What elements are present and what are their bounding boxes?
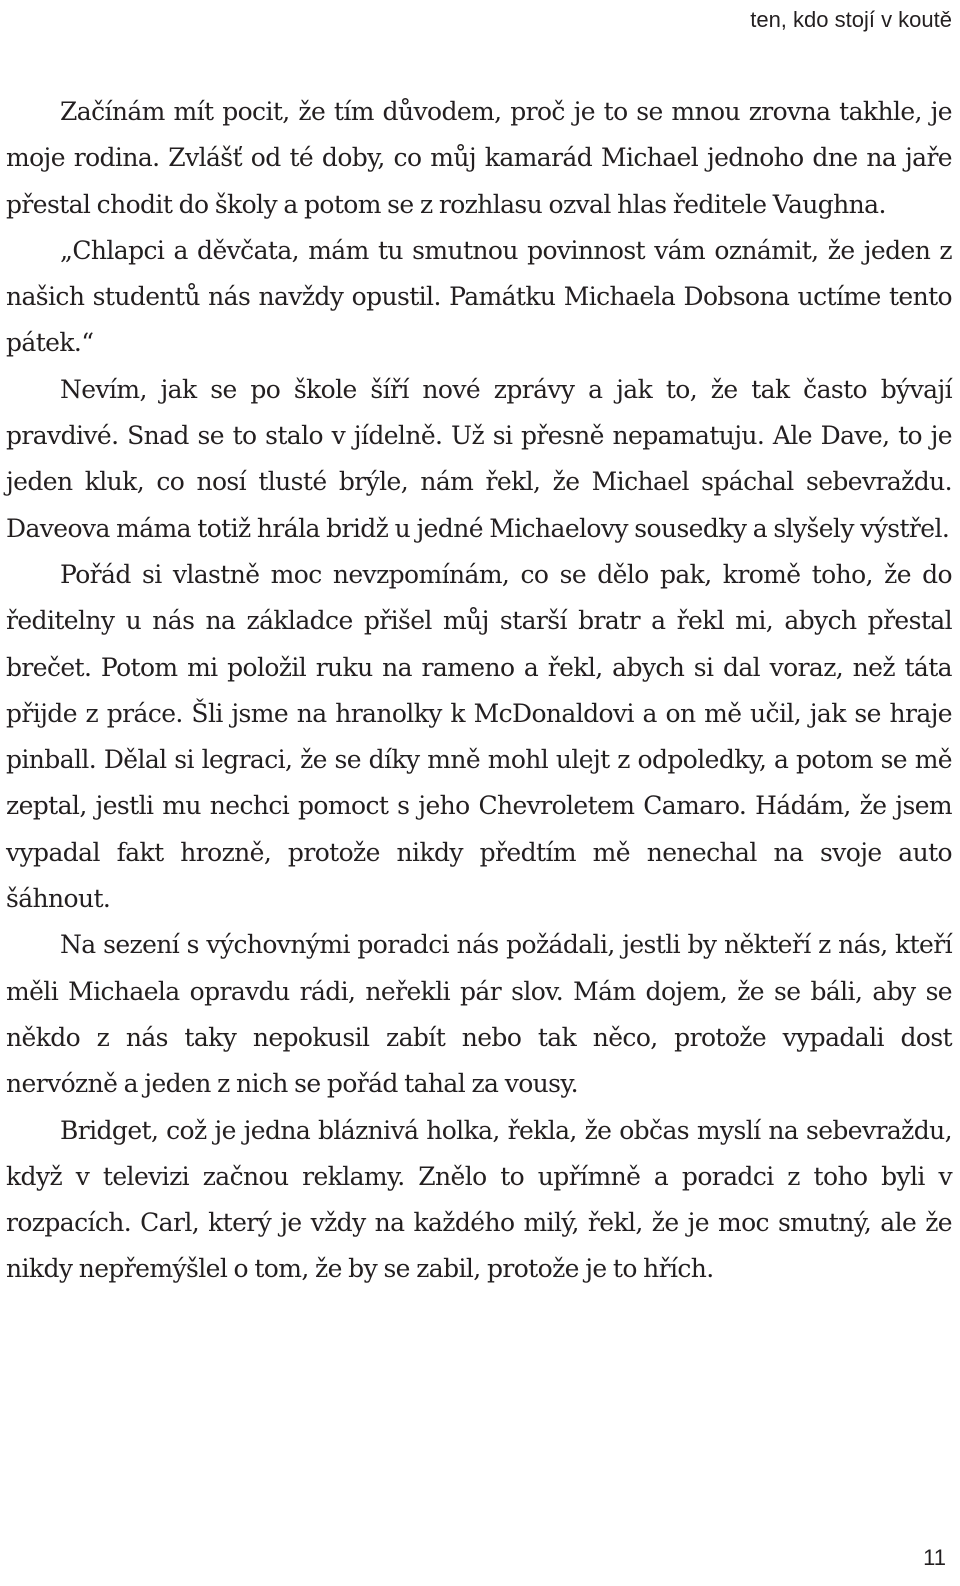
body-text: [6, 89, 952, 1293]
paragraph: Začínám mít pocit, že tím důvodem, proč je to se mnou zrovna takhle, je moje rodina. Zvlášť od té doby, co můj kamarád Michael jednoho dne na jaře přestal chodit do školy a potom se z rozhlasu ozval hlas ředitele Vaughna.: [6, 97, 952, 219]
paragraph: Pořád si vlastně moc nevzpomínám, co se dělo pak, kromě toho, že do ředitelny u nás na základce přišel můj starší bratr a řekl mi, abych přestal brečet. Potom mi položil ruku na rameno a řekl, abych si dal voraz, než táta přijde z práce. Šli jsme na hranolky k McDonaldovi a on mě učil, jak se hraje pinball. Dělal si legraci, že se díky mně mohl ulejt z odpoledky, a potom se mě zeptal, jestli mu nechci pomoct s jeho Chevroletem Camaro. Hádám, že jsem vypadal fakt hrozně, protože nikdy předtím mě nenechal na svoje auto šáhnout.: [6, 559, 952, 914]
paragraph: Nevím, jak se po škole šíří nové zprávy a jak to, že tak často bývají pravdivé. Snad se to stalo v jídelně. Už si přesně nepamatuju. Ale Dave, to je jeden kluk, co nosí tlusté brýle, nám řekl, že Michael spáchal sebevraždu. Daveova máma totiž hrála bridž u jedné Michaelovy sousedky a slyšely výstřel.: [6, 374, 952, 543]
paragraph: Na sezení s výchovnými poradci nás požádali, jestli by někteří z nás, kteří měli Michaela opravdu rádi, neřekli pár slov. Mám dojem, že se báli, aby se někdo z nás taky nepokusil zabít nebo tak něco, protože vypadali dost nervózně a jeden z nich se pořád tahal za vousy.: [6, 930, 952, 1099]
page-number: 11: [923, 1545, 946, 1570]
running-head: ten, kdo stojí v koutě: [750, 7, 952, 32]
paragraph: Bridget, což je jedna bláznivá holka, řekla, že občas myslí na sebevraždu, když v televizi začnou reklamy. Znělo to upřímně a poradci z toho byli v rozpacích. Carl, který je vždy na každého milý, řekl, že je moc smutný, ale že nikdy nepřemýšlel o tom, že by se zabil, protože je to hřích.: [6, 1115, 952, 1284]
paragraph: „Chlapci a děvčata, mám tu smutnou povinnost vám oznámit, že jeden z našich studentů nás navždy opustil. Památku Michaela Dobsona uctíme tento pátek.“: [6, 235, 952, 358]
